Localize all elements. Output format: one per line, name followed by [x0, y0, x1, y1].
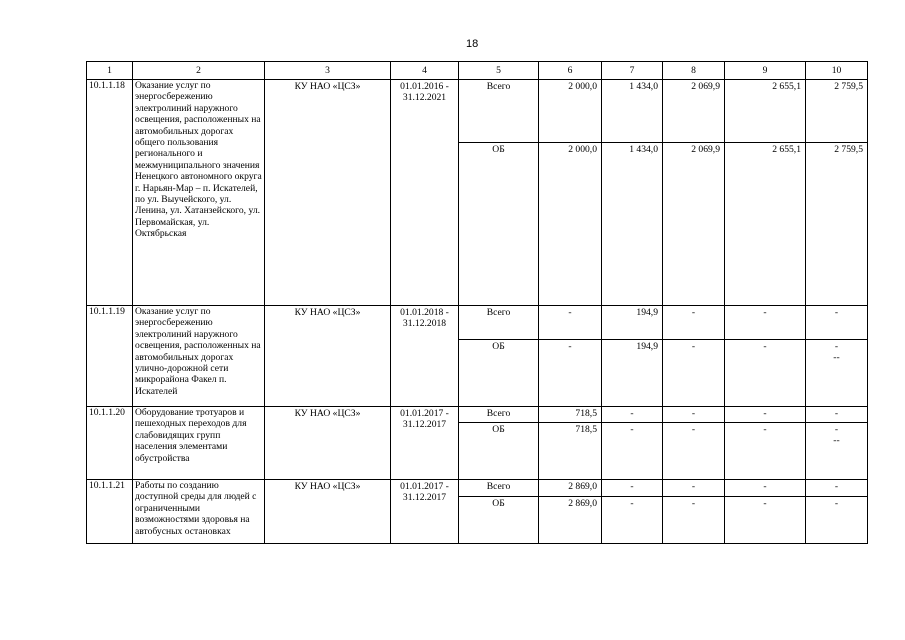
value-col-10-main: - [834, 424, 839, 435]
value-col-10-main: - [834, 408, 839, 419]
value-col-9: - [725, 407, 806, 423]
value-col-9: - [725, 480, 806, 497]
value-col-7: - [602, 497, 663, 544]
value-col-10-main: - [834, 481, 839, 492]
column-header-5: 5 [459, 62, 539, 80]
value-col-10-main: - [834, 341, 839, 352]
value-col-10-main: - [834, 307, 839, 318]
value-col-6: 2 000,0 [539, 143, 602, 306]
row-name: Работы по созданию доступной среды для людей с ограниченными возможностями здоровья на автобусных остановках [133, 480, 265, 544]
value-col-10-main: 2 759,5 [834, 144, 863, 155]
column-header-1: 1 [87, 62, 133, 80]
value-col-6: - [539, 340, 602, 407]
value-col-7: - [602, 480, 663, 497]
value-col-7: 194,9 [602, 306, 663, 340]
value-col-8: - [663, 407, 725, 423]
value-col-6: - [539, 306, 602, 340]
value-col-10-main: - [834, 498, 839, 509]
column-header-3: 3 [265, 62, 391, 80]
header-row [87, 62, 868, 80]
funding-source: ОБ [459, 497, 539, 544]
value-col-9: - [725, 423, 806, 480]
funding-source: Всего [459, 480, 539, 497]
column-header-2: 2 [133, 62, 265, 80]
table-row [87, 407, 868, 423]
page-number: 18 [466, 38, 479, 50]
value-col-9: 2 655,1 [725, 80, 806, 143]
row-executor: КУ НАО «ЦСЗ» [265, 306, 391, 407]
row-term: 01.01.2017 - 31.12.2017 [391, 407, 459, 480]
table-row [87, 80, 868, 143]
column-header-10: 10 [806, 62, 868, 80]
value-col-6: 2 869,0 [539, 497, 602, 544]
value-col-8: - [663, 340, 725, 407]
value-col-10 [806, 306, 868, 340]
value-col-9: - [725, 340, 806, 407]
program-table [86, 61, 868, 544]
value-col-9: - [725, 306, 806, 340]
column-header-4: 4 [391, 62, 459, 80]
row-code: 10.1.1.18 [87, 80, 133, 306]
row-term: 01.01.2018 - 31.12.2018 [391, 306, 459, 407]
value-col-10 [806, 143, 868, 306]
column-header-6: 6 [539, 62, 602, 80]
funding-source: Всего [459, 407, 539, 423]
table-row [87, 480, 868, 497]
value-col-6: 2 869,0 [539, 480, 602, 497]
value-col-10 [806, 480, 868, 497]
value-col-8: 2 069,9 [663, 143, 725, 306]
funding-source: ОБ [459, 340, 539, 407]
table-body [87, 80, 868, 544]
value-col-10 [806, 340, 868, 407]
value-col-10-extra: -- [833, 435, 840, 447]
row-executor: КУ НАО «ЦСЗ» [265, 80, 391, 306]
table-row [87, 306, 868, 340]
row-term: 01.01.2016 - 31.12.2021 [391, 80, 459, 306]
value-col-6: 718,5 [539, 407, 602, 423]
value-col-7: - [602, 423, 663, 480]
column-header-9: 9 [725, 62, 806, 80]
column-header-7: 7 [602, 62, 663, 80]
value-col-9: - [725, 497, 806, 544]
value-col-8: - [663, 423, 725, 480]
value-col-7: 1 434,0 [602, 80, 663, 143]
value-col-8: - [663, 306, 725, 340]
row-code: 10.1.1.20 [87, 407, 133, 480]
funding-source: Всего [459, 306, 539, 340]
value-col-8: - [663, 480, 725, 497]
funding-source: Всего [459, 80, 539, 143]
value-col-10 [806, 80, 868, 143]
value-col-6: 718,5 [539, 423, 602, 480]
row-code: 10.1.1.21 [87, 480, 133, 544]
row-name: Оказание услуг по энергосбережению электролиний наружного освещения, расположенных на автомобильных дорогах общего пользования регионального и межмуниципального значения Ненецкого автономного округа г. Нарьян-Мар – п. Искателей, по ул. Выучейского, ул. Ленина, ул. Хатанзейского, ул. Первомайская, ул. Октябрьская [133, 80, 265, 306]
funding-source: ОБ [459, 423, 539, 480]
row-term: 01.01.2017 - 31.12.2017 [391, 480, 459, 544]
value-col-7: - [602, 407, 663, 423]
value-col-9: 2 655,1 [725, 143, 806, 306]
value-col-10 [806, 407, 868, 423]
value-col-10 [806, 423, 868, 480]
row-name: Оборудование тротуаров и пешеходных переходов для слабовидящих групп населения элементами обустройства [133, 407, 265, 480]
funding-source: ОБ [459, 143, 539, 306]
column-header-8: 8 [663, 62, 725, 80]
value-col-10 [806, 497, 868, 544]
row-code: 10.1.1.19 [87, 306, 133, 407]
row-executor: КУ НАО «ЦСЗ» [265, 407, 391, 480]
value-col-10-extra: -- [833, 352, 840, 364]
row-executor: КУ НАО «ЦСЗ» [265, 480, 391, 544]
value-col-10-main: 2 759,5 [834, 81, 863, 92]
value-col-8: 2 069,9 [663, 80, 725, 143]
row-name: Оказание услуг по энергосбережению электролиний наружного освещения, расположенных на автомобильных дорогах улично-дорожной сети микрорайона Факел п. Искателей [133, 306, 265, 407]
value-col-7: 194,9 [602, 340, 663, 407]
value-col-6: 2 000,0 [539, 80, 602, 143]
value-col-7: 1 434,0 [602, 143, 663, 306]
value-col-8: - [663, 497, 725, 544]
